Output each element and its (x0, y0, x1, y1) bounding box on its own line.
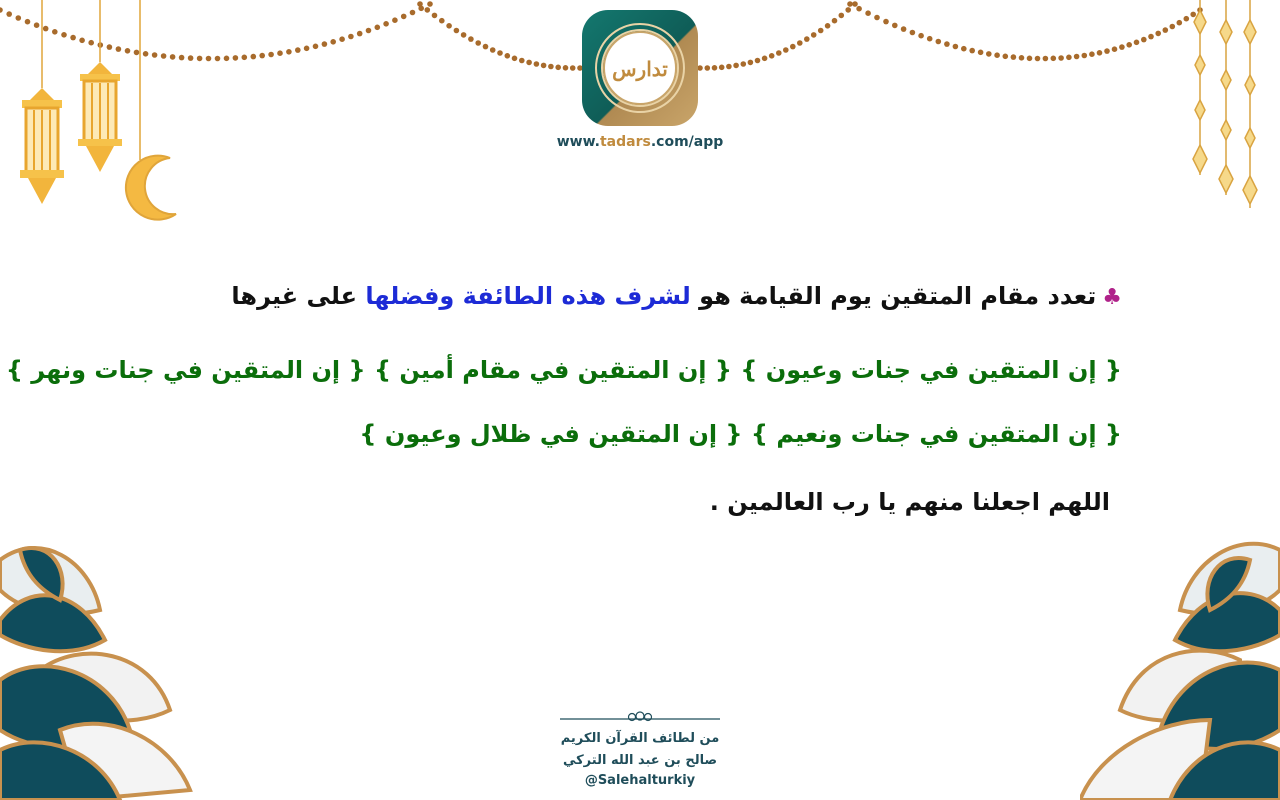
bead (1155, 31, 1161, 37)
bead (427, 1, 433, 7)
bead (797, 40, 803, 46)
bead (401, 14, 407, 20)
bead (852, 1, 858, 7)
bead (461, 32, 467, 38)
bead (986, 51, 992, 57)
intro-end: على غيرها (231, 282, 358, 310)
bead (233, 55, 239, 61)
bead (224, 56, 230, 62)
bead (215, 56, 221, 62)
bead (519, 58, 525, 64)
footer-author: صالح بن عبد الله التركي (562, 753, 718, 768)
bead (865, 10, 871, 16)
bead (446, 23, 452, 29)
bead (277, 50, 283, 56)
bead (483, 44, 489, 50)
bead (410, 10, 416, 16)
bead (268, 52, 274, 58)
lantern-small-icon (78, 62, 122, 172)
bead (1043, 56, 1049, 62)
bead (790, 44, 796, 50)
bead (505, 53, 511, 59)
footer-handle[interactable]: @Salehalturkiy (584, 773, 696, 788)
verse-line-1: { إن المتقين في جنات وعيون } { إن المتقين في مقام أمين } { إن المتقين في جنات ونهر } (5, 356, 1122, 384)
url-suffix: .com/app (650, 134, 724, 150)
bead (1066, 55, 1072, 61)
bead (769, 53, 775, 59)
bead (847, 1, 853, 7)
bead (936, 39, 942, 45)
bead (475, 40, 481, 46)
bead (944, 41, 950, 47)
bead (1011, 54, 1017, 60)
url-brand: tadars (599, 134, 651, 150)
bead (357, 31, 363, 37)
bead (1051, 56, 1057, 62)
bead (1082, 53, 1088, 59)
bead (1035, 56, 1041, 62)
bead (726, 64, 732, 70)
bead (811, 32, 817, 38)
bead (969, 48, 975, 54)
bead (425, 7, 431, 13)
bead (755, 58, 761, 64)
crescent-moon-icon (126, 156, 176, 220)
bead (1097, 50, 1103, 56)
bead (512, 56, 518, 62)
flower-ornament-right (1080, 520, 1280, 800)
bead (570, 65, 576, 71)
bead (762, 56, 768, 62)
bead (705, 65, 711, 71)
bead (1058, 55, 1064, 61)
bead (1019, 55, 1025, 61)
lantern-large-icon (20, 88, 64, 204)
bead (1074, 54, 1080, 60)
bead (366, 28, 372, 34)
bead (490, 47, 496, 53)
bead (1089, 51, 1095, 57)
app-url[interactable] (540, 134, 740, 150)
bead (417, 1, 423, 7)
intro-highlight: لشرف هذه الطائفة وفضلها (365, 282, 691, 310)
bead (242, 55, 248, 61)
bead (1141, 37, 1147, 43)
bead (1134, 40, 1140, 46)
bead (961, 46, 967, 52)
bead (910, 30, 916, 36)
bead (251, 54, 257, 60)
tadars-logo (578, 6, 702, 130)
bead (783, 47, 789, 53)
bead (1112, 46, 1118, 52)
bead (375, 25, 381, 31)
club-suit-icon: ♣ (1102, 285, 1122, 310)
bead (839, 13, 845, 19)
lanterns-decoration (0, 0, 200, 230)
verse-line-2: { إن المتقين في جنات ونعيم } { إن المتقين في ظلال وعيون } (359, 420, 1122, 448)
bead (206, 56, 212, 62)
bead (1126, 42, 1132, 48)
bead (468, 36, 474, 42)
bead (330, 39, 336, 45)
bead (953, 44, 959, 50)
bead (994, 52, 1000, 58)
supplication-line: اللهم اجعلنا منهم يا رب العالمين . (709, 488, 1110, 516)
hanging-pendants-decoration (1180, 0, 1280, 220)
bead (392, 17, 398, 23)
footer-series: من لطائف القرآن الكريم (560, 731, 720, 746)
bead (259, 53, 265, 59)
bead (892, 23, 898, 29)
bead (978, 50, 984, 56)
flower-ornament-left (0, 520, 210, 800)
bead (286, 49, 292, 55)
bead (1148, 34, 1154, 40)
bead (534, 61, 540, 67)
bead (901, 26, 907, 32)
divider-ornament-icon (560, 710, 720, 724)
footer-signature (540, 710, 740, 790)
bead (541, 63, 547, 69)
bead (856, 6, 862, 12)
bead (1119, 44, 1125, 50)
bead (741, 61, 747, 67)
bead (733, 63, 739, 69)
bead (927, 36, 933, 42)
bead (339, 36, 345, 42)
bead (845, 7, 851, 13)
bead (1003, 54, 1009, 60)
bead (1163, 27, 1169, 33)
bead (818, 28, 824, 34)
bead (832, 18, 838, 24)
bead (1104, 48, 1110, 54)
bead (526, 60, 532, 66)
url-prefix: www. (556, 134, 600, 150)
reflection-line-intro (231, 282, 1122, 316)
bead (1170, 24, 1176, 30)
bead (825, 23, 831, 29)
bead (454, 28, 460, 34)
intro-start: تعدد مقام المتقين يوم القيامة هو (699, 282, 1097, 310)
bead (348, 34, 354, 40)
logo-emblem-text: تدارس (612, 57, 668, 81)
bead (439, 18, 445, 24)
bead (712, 65, 718, 71)
bead (883, 19, 889, 25)
bead (776, 50, 782, 56)
bead (432, 13, 438, 19)
bead (322, 41, 328, 47)
tadars-logo-icon (578, 6, 702, 130)
bead (719, 65, 725, 71)
bead (563, 65, 569, 71)
bead (874, 15, 880, 21)
bead (804, 36, 810, 42)
bead (1027, 56, 1033, 62)
bead (304, 46, 310, 52)
bead (548, 64, 554, 70)
bead (295, 47, 301, 53)
bead (555, 65, 561, 71)
bead (313, 44, 319, 50)
bead (748, 60, 754, 66)
bead (383, 21, 389, 27)
bead (497, 50, 503, 56)
bead (918, 33, 924, 39)
